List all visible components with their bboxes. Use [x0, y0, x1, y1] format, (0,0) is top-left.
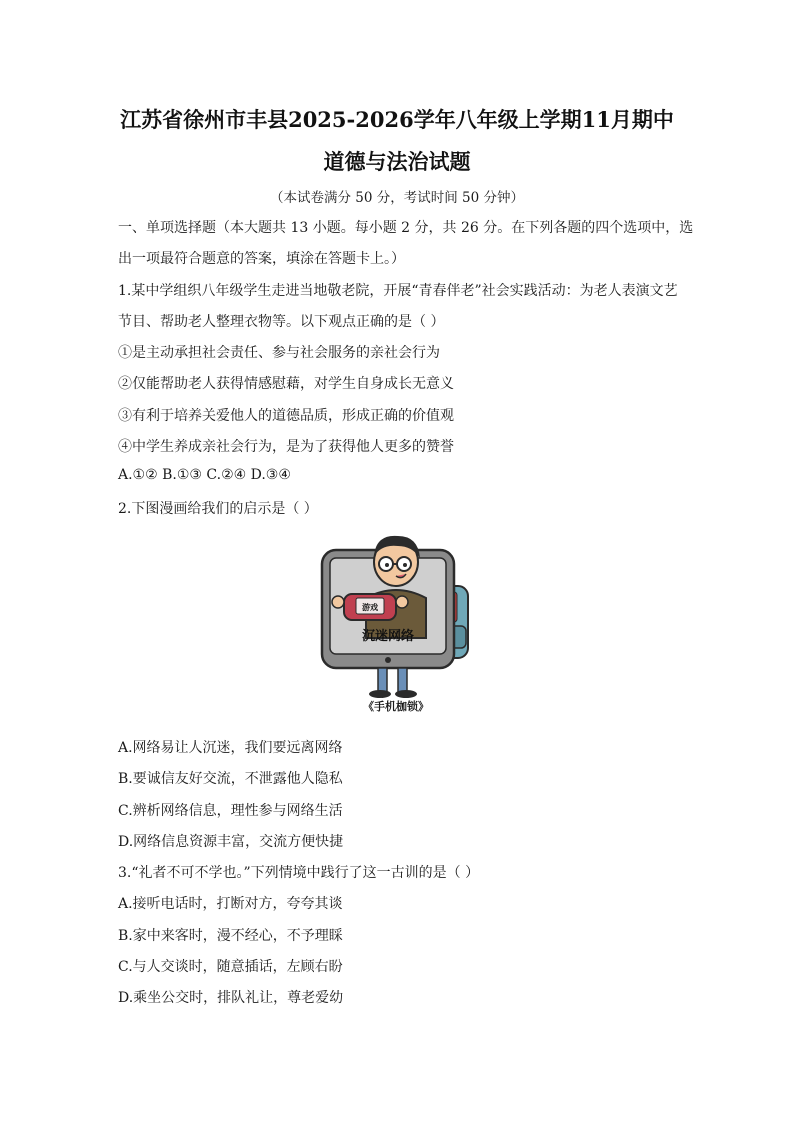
- q3-option: D.乘坐公交时，排队礼让，尊老爱幼: [118, 990, 344, 1006]
- q3-stem: 3.“礼者不可不学也。”下列情境中践行了这一古训的是（ ）: [118, 865, 480, 881]
- q1-statement: ①是主动承担社会责任、参与社会服务的亲社会行为: [118, 345, 440, 361]
- q2-option: B.要诚信友好交流，不泄露他人隐私: [118, 771, 343, 787]
- q2-option: D.网络信息资源丰富，交流方便快捷: [118, 834, 344, 850]
- q1-statement: ②仅能帮助老人获得情感慰藉，对学生自身成长无意义: [118, 376, 454, 392]
- q2-stem: 2.下图漫画给我们的启示是（ ）: [118, 501, 318, 517]
- q2-option: A.网络易让人沉迷，我们要远离网络: [118, 740, 343, 756]
- screen-text: 沉迷网络: [361, 629, 415, 644]
- exam-title-line1: 江苏省徐州市丰县2025-2026学年八年级上学期11月期中: [120, 107, 674, 132]
- q3-option: B.家中来客时，漫不经心，不予理睬: [118, 928, 343, 944]
- q1-options: A.①② B.①③ C.②④ D.③④: [118, 467, 291, 483]
- q3-option: C.与人交谈时，随意插话，左顾右盼: [118, 959, 343, 975]
- exam-subtitle: （本试卷满分 50 分，考试时间 50 分钟）: [269, 190, 525, 206]
- q1-statement: ③有利于培养关爱他人的道德品质，形成正确的价值观: [118, 408, 454, 424]
- exam-title-line2: 道德与法治试题: [323, 149, 471, 174]
- comic-caption: 《手机枷锁》: [363, 700, 429, 713]
- section-heading-line1: 一、单项选择题（本大题共 13 小题。每小题 2 分，共 26 分。在下列各题的四个选项中，选: [118, 220, 694, 236]
- section-heading-line2: 出一项最符合题意的答案，填涂在答题卡上。）: [118, 251, 405, 267]
- q3-option: A.接听电话时，打断对方，夸夸其谈: [118, 896, 343, 912]
- q1-statement: ④中学生养成亲社会行为，是为了获得他人更多的赞誉: [118, 439, 454, 455]
- comic-illustration: [316, 528, 476, 718]
- q2-option: C.辨析网络信息，理性参与网络生活: [118, 803, 343, 819]
- game-label: 游戏: [362, 603, 378, 612]
- q1-stem-line1: 1.某中学组织八年级学生走进当地敬老院，开展“青春伴老”社会实践活动：为老人表演文艺: [118, 283, 678, 299]
- q1-stem-line2: 节目、帮助老人整理衣物等。以下观点正确的是（ ）: [118, 314, 445, 330]
